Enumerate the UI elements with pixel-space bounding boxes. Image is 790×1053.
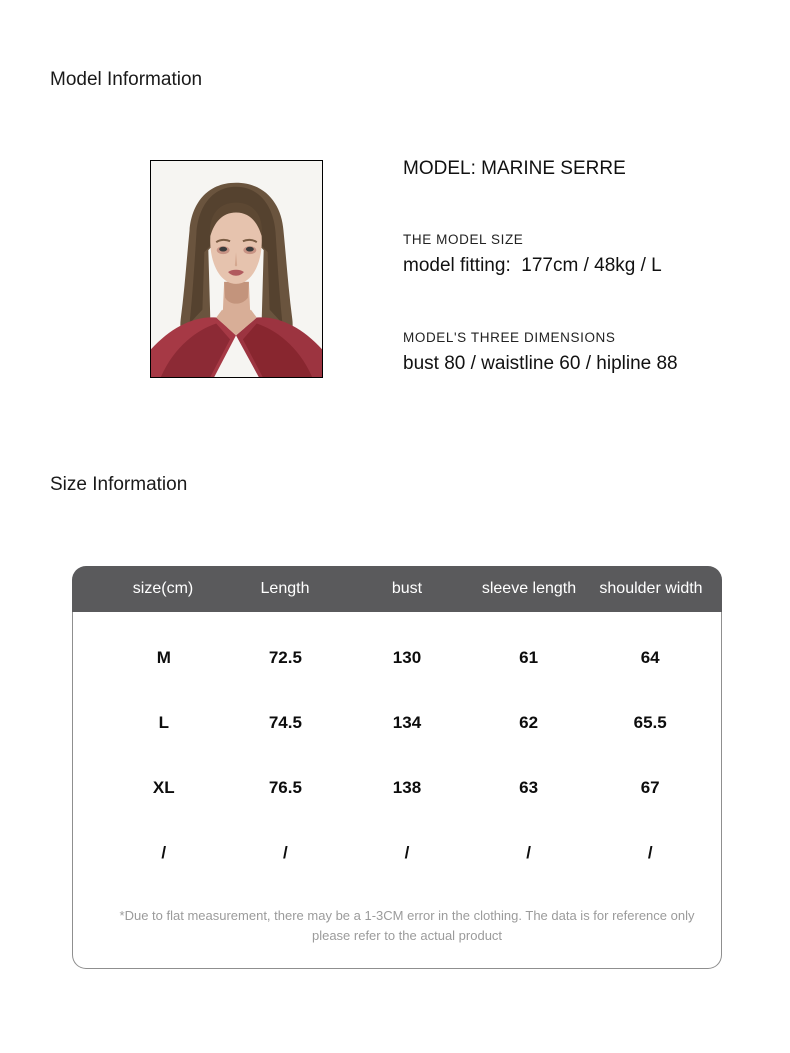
model-info-block xyxy=(403,158,763,375)
table-cell: XL xyxy=(152,777,175,797)
table-cell: 134 xyxy=(392,712,422,732)
table-cell: L xyxy=(158,712,169,732)
size-note-line1: *Due to flat measurement, there may be a 1-3CM error in the clothing. The data is for reference only xyxy=(119,908,695,923)
table-cell: M xyxy=(156,647,171,667)
size-table-header-cell: shoulder width xyxy=(599,580,703,597)
table-row xyxy=(103,755,711,820)
table-cell: 76.5 xyxy=(268,777,302,797)
model-dimensions-label: MODEL'S THREE DIMENSIONS xyxy=(403,330,616,345)
size-note xyxy=(103,906,711,946)
size-information-heading: Size Information xyxy=(50,474,188,495)
table-cell: 61 xyxy=(519,647,539,667)
table-cell: 65.5 xyxy=(633,712,667,732)
table-cell: / xyxy=(283,842,288,862)
table-cell: / xyxy=(647,842,653,862)
table-cell: 63 xyxy=(519,777,539,797)
table-row xyxy=(103,690,711,755)
model-size-label: THE MODEL SIZE xyxy=(403,232,524,247)
model-information-heading: Model Information xyxy=(50,69,203,90)
table-cell: 62 xyxy=(519,712,539,732)
size-table-header-row xyxy=(72,566,722,612)
table-cell: 130 xyxy=(392,647,422,667)
table-cell: / xyxy=(161,842,167,862)
table-row xyxy=(103,625,711,690)
size-table-header-cell: size(cm) xyxy=(132,580,194,597)
table-cell: 138 xyxy=(392,777,422,797)
model-dimensions-line: bust 80 / waistline 60 / hipline 88 xyxy=(403,353,678,374)
model-name-line: MODEL: MARINE SERRE xyxy=(403,158,626,179)
table-cell: 64 xyxy=(640,647,660,667)
size-table-header-cell: bust xyxy=(391,580,423,597)
table-cell: 67 xyxy=(640,777,660,797)
size-note-line2: please refer to the actual product xyxy=(311,928,503,943)
size-table-body xyxy=(72,612,722,969)
table-cell: 74.5 xyxy=(268,712,302,732)
table-cell: / xyxy=(404,842,410,862)
table-cell: / xyxy=(526,842,531,862)
model-photo xyxy=(150,160,323,378)
model-portrait-illustration xyxy=(151,161,322,377)
table-cell: 72.5 xyxy=(268,647,302,667)
table-row xyxy=(103,820,711,885)
size-table-header-cell: sleeve length xyxy=(481,580,577,597)
model-fitting-line: model fitting: 177cm / 48kg / L xyxy=(403,255,662,276)
size-table xyxy=(72,566,722,969)
size-table-header-cell: Length xyxy=(260,580,310,597)
